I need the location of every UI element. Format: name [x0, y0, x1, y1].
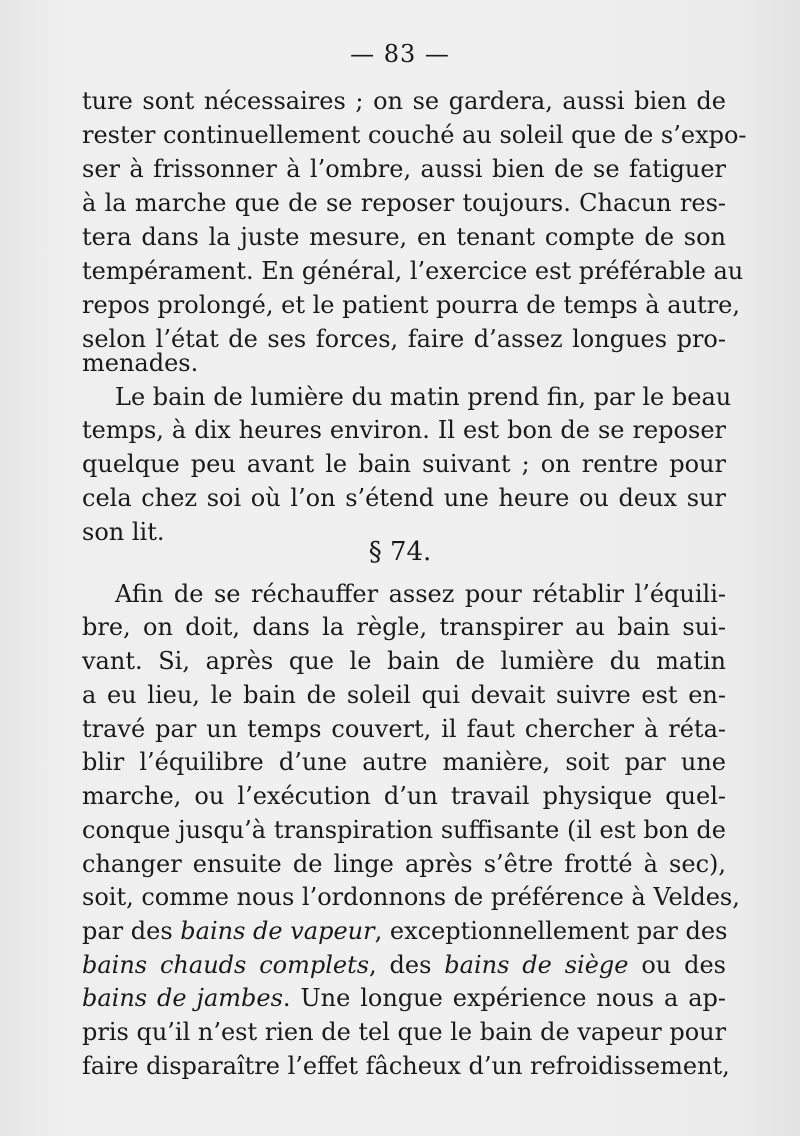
text-line: [82, 914, 726, 948]
text-line: Le bain de lumière du matin prend fin, par le beau: [115, 383, 732, 411]
italic-term: bains de siège: [444, 951, 629, 979]
text-line: vant. Si, après que le bain de lumière du matin: [82, 647, 726, 675]
text-line: [82, 948, 726, 982]
text-run: par des: [82, 917, 181, 945]
text-run: . Une longue expérience nous a ap-: [282, 984, 727, 1012]
text-run: ou des: [628, 951, 726, 979]
text-line: quelque peu avant le bain suivant ; on rentre pour: [82, 450, 726, 478]
text-line: faire disparaître l’effet fâcheux d’un refroidissement,: [82, 1052, 730, 1080]
text-line: [82, 981, 726, 1015]
text-line: à la marche que de se reposer toujours. Chacun res-: [82, 189, 726, 217]
text-line: selon l’état de ses forces, faire d’assez longues pro-: [82, 325, 726, 353]
text-line: tera dans la juste mesure, en tenant compte de son: [82, 223, 726, 251]
text-line: bre, on doit, dans la règle, transpirer au bain sui-: [82, 613, 726, 641]
text-line: Afin de se réchauffer assez pour rétablir l’équili-: [115, 580, 726, 608]
text-line: a eu lieu, le bain de soleil qui devait suivre est en-: [82, 681, 726, 709]
text-line: temps, à dix heures environ. Il est bon de se reposer: [82, 416, 726, 444]
text-run: , des: [369, 951, 445, 979]
text-line: travé par un temps couvert, il faut chercher à réta-: [82, 715, 726, 743]
text-line: menades.: [82, 349, 199, 377]
text-run: , exceptionnellement par des: [374, 917, 728, 945]
text-line: ser à frissonner à l’ombre, aussi bien de se fatiguer: [82, 155, 726, 183]
text-line: changer ensuite de linge après s’être frotté à sec),: [82, 850, 726, 878]
text-line: son lit.: [82, 518, 165, 546]
text-line: marche, ou l’exécution d’un travail physique quel-: [82, 782, 726, 810]
italic-term: bains de jambes: [82, 984, 283, 1012]
text-line: pris qu’il n’est rien de tel que le bain de vapeur pour: [82, 1018, 727, 1046]
italic-term: bains de vapeur: [180, 917, 375, 945]
text-line: rester continuellement couché au soleil que de s’expo-: [82, 121, 747, 149]
text-line: blir l’équilibre d’une autre manière, soit par une: [82, 748, 726, 776]
page-number: — 83 —: [350, 40, 450, 68]
text-line: cela chez soi où l’on s’étend une heure ou deux sur: [82, 484, 726, 512]
text-line: conque jusqu’à transpiration suffisante (il est bon de: [82, 816, 726, 844]
text-line: repos prolongé, et le patient pourra de temps à autre,: [82, 291, 740, 319]
italic-term: bains chauds complets: [82, 951, 370, 979]
text-line: tempérament. En général, l’exercice est préférable au: [82, 257, 744, 285]
text-line: ture sont nécessaires ; on se gardera, aussi bien de: [82, 87, 726, 115]
section-heading: § 74.: [368, 537, 432, 567]
text-line: soit, comme nous l’ordonnons de préférence à Veldes,: [82, 883, 740, 911]
